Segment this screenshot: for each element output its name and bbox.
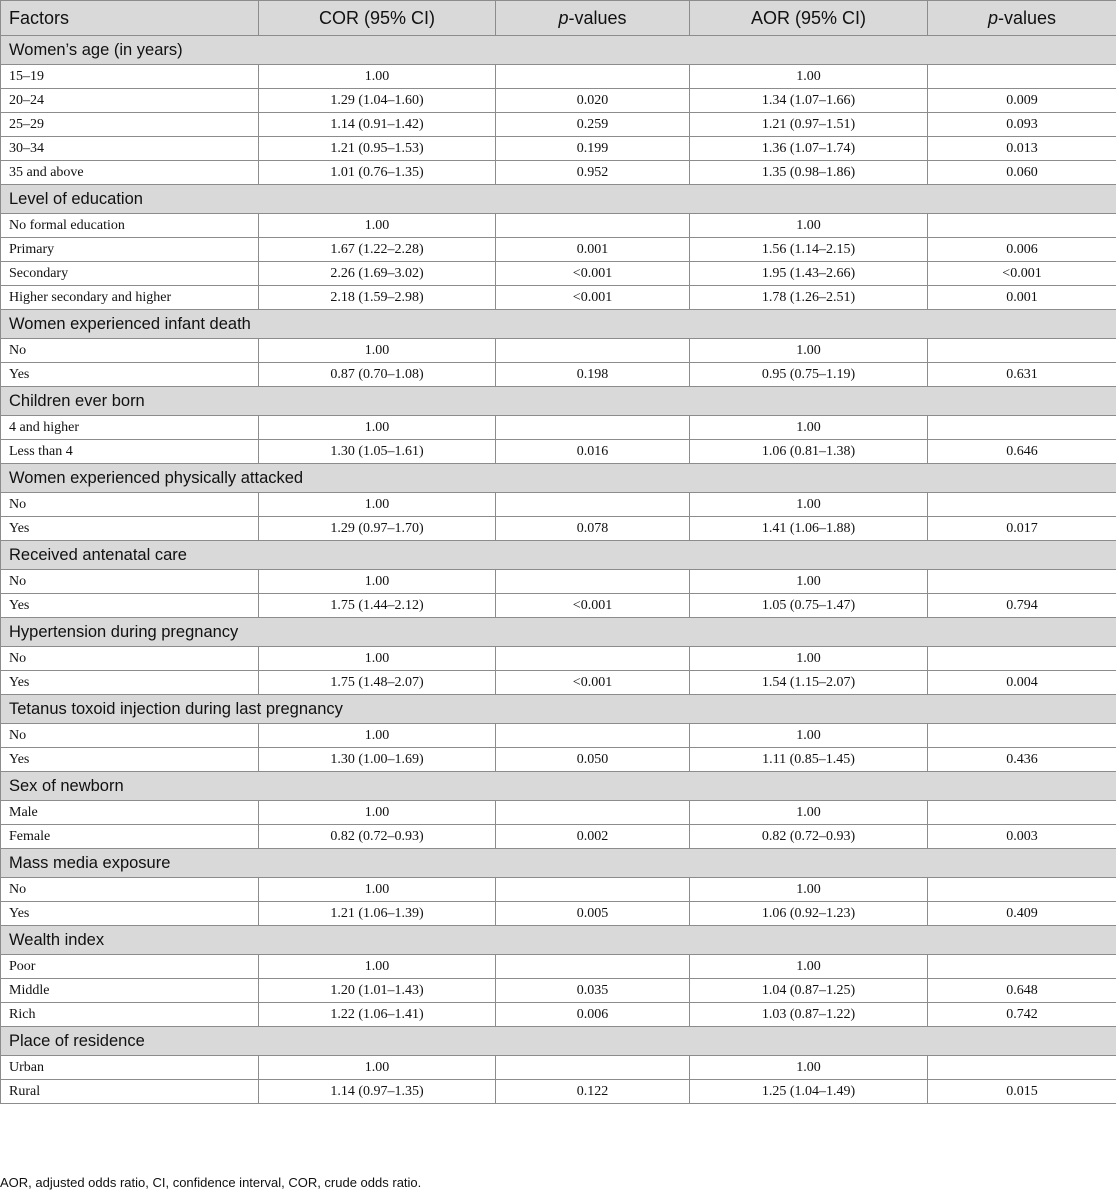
group-header-row <box>1 185 1116 214</box>
group-header-row <box>1 849 1116 878</box>
aor-p-value-cell: 0.648 <box>928 979 1116 1003</box>
aor-p-value-cell <box>928 647 1116 671</box>
cor-cell: 1.00 <box>259 570 496 594</box>
cor-p-value-cell: 0.198 <box>496 363 690 387</box>
cor-p-value-cell <box>496 647 690 671</box>
cor-p-value-cell <box>496 1056 690 1080</box>
cor-p-value-cell <box>496 878 690 902</box>
header-p-italic: p <box>987 7 998 28</box>
aor-p-value-cell: 0.060 <box>928 161 1116 185</box>
aor-cell: 1.95 (1.43–2.66) <box>690 262 928 286</box>
aor-p-value-cell: 0.004 <box>928 671 1116 695</box>
factor-cell: Secondary <box>1 262 259 286</box>
factor-cell: No formal education <box>1 214 259 238</box>
group-title: Women’s age (in years) <box>1 36 1116 65</box>
table-footnote: AOR, adjusted odds ratio, CI, confidence interval, COR, crude odds ratio. <box>0 1175 422 1190</box>
cor-cell: 1.30 (1.05–1.61) <box>259 440 496 464</box>
table-row <box>1 517 1116 541</box>
aor-cell: 1.36 (1.07–1.74) <box>690 137 928 161</box>
aor-p-value-cell: 0.015 <box>928 1080 1116 1104</box>
aor-cell: 0.82 (0.72–0.93) <box>690 825 928 849</box>
aor-p-value-cell <box>928 214 1116 238</box>
aor-cell: 1.21 (0.97–1.51) <box>690 113 928 137</box>
cor-p-value-cell: <0.001 <box>496 286 690 310</box>
factor-cell: Male <box>1 801 259 825</box>
factor-cell: 15–19 <box>1 65 259 89</box>
cor-p-value-cell <box>496 801 690 825</box>
table-body <box>1 36 1116 1104</box>
factor-cell: 35 and above <box>1 161 259 185</box>
group-header-row <box>1 387 1116 416</box>
cor-cell: 1.67 (1.22–2.28) <box>259 238 496 262</box>
cor-p-value-cell: 0.002 <box>496 825 690 849</box>
group-title: Tetanus toxoid injection during last pregnancy <box>1 695 1116 724</box>
cor-cell: 1.14 (0.97–1.35) <box>259 1080 496 1104</box>
aor-cell: 1.00 <box>690 1056 928 1080</box>
aor-p-value-cell: 0.631 <box>928 363 1116 387</box>
cor-cell: 1.00 <box>259 878 496 902</box>
table-row <box>1 1056 1116 1080</box>
cor-cell: 1.00 <box>259 339 496 363</box>
aor-cell: 1.35 (0.98–1.86) <box>690 161 928 185</box>
header-row <box>1 1 1116 36</box>
factor-cell: Urban <box>1 1056 259 1080</box>
cor-p-value-cell: 0.020 <box>496 89 690 113</box>
cor-p-value-cell: 0.122 <box>496 1080 690 1104</box>
group-title: Women experienced physically attacked <box>1 464 1116 493</box>
cor-p-value-cell <box>496 65 690 89</box>
cor-p-value-cell: 0.952 <box>496 161 690 185</box>
table-row <box>1 647 1116 671</box>
table-row <box>1 979 1116 1003</box>
aor-cell: 1.00 <box>690 878 928 902</box>
table-row <box>1 570 1116 594</box>
aor-p-value-cell: 0.013 <box>928 137 1116 161</box>
aor-cell: 1.00 <box>690 339 928 363</box>
aor-cell: 1.00 <box>690 801 928 825</box>
header-p-italic: p <box>558 7 569 28</box>
aor-p-value-cell <box>928 493 1116 517</box>
aor-cell: 1.03 (0.87–1.22) <box>690 1003 928 1027</box>
table-row <box>1 878 1116 902</box>
aor-p-value-cell: 0.409 <box>928 902 1116 926</box>
aor-cell: 1.05 (0.75–1.47) <box>690 594 928 618</box>
factor-cell: Higher secondary and higher <box>1 286 259 310</box>
table-row <box>1 416 1116 440</box>
factor-cell: Rural <box>1 1080 259 1104</box>
cor-cell: 1.75 (1.48–2.07) <box>259 671 496 695</box>
factor-cell: Yes <box>1 748 259 772</box>
table-row <box>1 238 1116 262</box>
cor-p-value-cell: 0.259 <box>496 113 690 137</box>
aor-p-value-cell: 0.009 <box>928 89 1116 113</box>
aor-p-value-cell <box>928 724 1116 748</box>
cor-cell: 1.29 (1.04–1.60) <box>259 89 496 113</box>
group-title: Received antenatal care <box>1 541 1116 570</box>
aor-cell: 1.00 <box>690 493 928 517</box>
group-title: Place of residence <box>1 1027 1116 1056</box>
factor-cell: No <box>1 570 259 594</box>
aor-cell: 1.00 <box>690 214 928 238</box>
aor-cell: 0.95 (0.75–1.19) <box>690 363 928 387</box>
cor-p-value-cell: <0.001 <box>496 594 690 618</box>
factor-cell: No <box>1 493 259 517</box>
header-factors: Factors <box>1 1 259 36</box>
factor-cell: Middle <box>1 979 259 1003</box>
factor-cell: Yes <box>1 594 259 618</box>
group-header-row <box>1 618 1116 647</box>
table-row <box>1 671 1116 695</box>
aor-p-value-cell: 0.017 <box>928 517 1116 541</box>
cor-cell: 1.29 (0.97–1.70) <box>259 517 496 541</box>
cor-p-value-cell: 0.078 <box>496 517 690 541</box>
aor-cell: 1.56 (1.14–2.15) <box>690 238 928 262</box>
cor-p-value-cell <box>496 724 690 748</box>
header-p-values-cor <box>496 1 690 36</box>
factor-cell: Rich <box>1 1003 259 1027</box>
cor-p-value-cell <box>496 570 690 594</box>
aor-p-value-cell: 0.436 <box>928 748 1116 772</box>
table-row <box>1 902 1116 926</box>
aor-cell: 1.06 (0.92–1.23) <box>690 902 928 926</box>
cor-p-value-cell: <0.001 <box>496 262 690 286</box>
aor-cell: 1.04 (0.87–1.25) <box>690 979 928 1003</box>
aor-p-value-cell <box>928 65 1116 89</box>
group-title: Children ever born <box>1 387 1116 416</box>
table-row <box>1 724 1116 748</box>
cor-p-value-cell: 0.035 <box>496 979 690 1003</box>
cor-cell: 1.00 <box>259 801 496 825</box>
table-row <box>1 955 1116 979</box>
factor-cell: 30–34 <box>1 137 259 161</box>
table-row <box>1 594 1116 618</box>
cor-p-value-cell <box>496 416 690 440</box>
cor-cell: 1.75 (1.44–2.12) <box>259 594 496 618</box>
cor-p-value-cell: 0.050 <box>496 748 690 772</box>
table-row <box>1 89 1116 113</box>
factor-cell: Yes <box>1 902 259 926</box>
cor-p-value-cell: 0.005 <box>496 902 690 926</box>
aor-cell: 1.00 <box>690 65 928 89</box>
table-row <box>1 65 1116 89</box>
cor-cell: 1.00 <box>259 647 496 671</box>
group-header-row <box>1 1027 1116 1056</box>
aor-p-value-cell <box>928 1056 1116 1080</box>
factor-cell: 4 and higher <box>1 416 259 440</box>
group-header-row <box>1 926 1116 955</box>
aor-cell: 1.41 (1.06–1.88) <box>690 517 928 541</box>
aor-p-value-cell: 0.742 <box>928 1003 1116 1027</box>
aor-p-value-cell: 0.003 <box>928 825 1116 849</box>
factor-cell: No <box>1 339 259 363</box>
cor-p-value-cell <box>496 493 690 517</box>
group-title: Hypertension during pregnancy <box>1 618 1116 647</box>
table-row <box>1 339 1116 363</box>
cor-p-value-cell: 0.016 <box>496 440 690 464</box>
cor-cell: 1.00 <box>259 724 496 748</box>
header-p-suffix: -values <box>997 7 1057 28</box>
factor-cell: No <box>1 647 259 671</box>
group-header-row <box>1 310 1116 339</box>
aor-p-value-cell: 0.646 <box>928 440 1116 464</box>
cor-cell: 1.00 <box>259 955 496 979</box>
table-row <box>1 440 1116 464</box>
factor-cell: Female <box>1 825 259 849</box>
cor-cell: 0.87 (0.70–1.08) <box>259 363 496 387</box>
aor-p-value-cell <box>928 801 1116 825</box>
aor-p-value-cell <box>928 878 1116 902</box>
cor-p-value-cell <box>496 955 690 979</box>
table-row <box>1 137 1116 161</box>
table-row <box>1 748 1116 772</box>
cor-cell: 1.00 <box>259 65 496 89</box>
aor-cell: 1.54 (1.15–2.07) <box>690 671 928 695</box>
aor-cell: 1.00 <box>690 955 928 979</box>
cor-cell: 0.82 (0.72–0.93) <box>259 825 496 849</box>
aor-p-value-cell: 0.794 <box>928 594 1116 618</box>
factor-cell: Less than 4 <box>1 440 259 464</box>
factor-cell: 20–24 <box>1 89 259 113</box>
aor-cell: 1.11 (0.85–1.45) <box>690 748 928 772</box>
aor-p-value-cell <box>928 339 1116 363</box>
factor-cell: Primary <box>1 238 259 262</box>
aor-p-value-cell <box>928 570 1116 594</box>
table-row <box>1 1003 1116 1027</box>
aor-cell: 1.25 (1.04–1.49) <box>690 1080 928 1104</box>
header-p-values-aor <box>928 1 1116 36</box>
aor-p-value-cell: 0.006 <box>928 238 1116 262</box>
cor-p-value-cell: 0.199 <box>496 137 690 161</box>
table-row <box>1 262 1116 286</box>
group-header-row <box>1 36 1116 65</box>
aor-cell: 1.00 <box>690 570 928 594</box>
cor-cell: 1.30 (1.00–1.69) <box>259 748 496 772</box>
cor-p-value-cell: 0.006 <box>496 1003 690 1027</box>
factor-cell: Poor <box>1 955 259 979</box>
cor-p-value-cell: 0.001 <box>496 238 690 262</box>
cor-cell: 1.22 (1.06–1.41) <box>259 1003 496 1027</box>
cor-cell: 1.01 (0.76–1.35) <box>259 161 496 185</box>
table-row <box>1 161 1116 185</box>
group-header-row <box>1 695 1116 724</box>
aor-p-value-cell: <0.001 <box>928 262 1116 286</box>
factor-cell: Yes <box>1 363 259 387</box>
group-header-row <box>1 541 1116 570</box>
cor-cell: 1.21 (0.95–1.53) <box>259 137 496 161</box>
header-aor: AOR (95% CI) <box>690 1 928 36</box>
cor-cell: 1.14 (0.91–1.42) <box>259 113 496 137</box>
table-row <box>1 493 1116 517</box>
aor-p-value-cell: 0.093 <box>928 113 1116 137</box>
group-title: Women experienced infant death <box>1 310 1116 339</box>
header-p-suffix: -values <box>568 7 627 28</box>
factor-cell: No <box>1 878 259 902</box>
table-row <box>1 286 1116 310</box>
table-row <box>1 363 1116 387</box>
table-row <box>1 825 1116 849</box>
cor-cell: 1.00 <box>259 1056 496 1080</box>
table-row <box>1 113 1116 137</box>
cor-cell: 1.00 <box>259 493 496 517</box>
cor-p-value-cell <box>496 339 690 363</box>
factor-cell: No <box>1 724 259 748</box>
aor-cell: 1.06 (0.81–1.38) <box>690 440 928 464</box>
aor-cell: 1.34 (1.07–1.66) <box>690 89 928 113</box>
aor-p-value-cell <box>928 955 1116 979</box>
cor-cell: 1.20 (1.01–1.43) <box>259 979 496 1003</box>
cor-p-value-cell <box>496 214 690 238</box>
aor-p-value-cell: 0.001 <box>928 286 1116 310</box>
aor-cell: 1.00 <box>690 416 928 440</box>
table-row <box>1 801 1116 825</box>
factor-cell: 25–29 <box>1 113 259 137</box>
cor-cell: 1.21 (1.06–1.39) <box>259 902 496 926</box>
cor-p-value-cell: <0.001 <box>496 671 690 695</box>
group-title: Wealth index <box>1 926 1116 955</box>
aor-p-value-cell <box>928 416 1116 440</box>
group-title: Level of education <box>1 185 1116 214</box>
header-cor: COR (95% CI) <box>259 1 496 36</box>
cor-cell: 1.00 <box>259 416 496 440</box>
cor-cell: 2.26 (1.69–3.02) <box>259 262 496 286</box>
group-header-row <box>1 464 1116 493</box>
table-row <box>1 214 1116 238</box>
aor-cell: 1.78 (1.26–2.51) <box>690 286 928 310</box>
group-header-row <box>1 772 1116 801</box>
group-title: Sex of newborn <box>1 772 1116 801</box>
factor-cell: Yes <box>1 517 259 541</box>
factor-cell: Yes <box>1 671 259 695</box>
cor-cell: 1.00 <box>259 214 496 238</box>
aor-cell: 1.00 <box>690 724 928 748</box>
group-title: Mass media exposure <box>1 849 1116 878</box>
aor-cell: 1.00 <box>690 647 928 671</box>
cor-cell: 2.18 (1.59–2.98) <box>259 286 496 310</box>
table-row <box>1 1080 1116 1104</box>
